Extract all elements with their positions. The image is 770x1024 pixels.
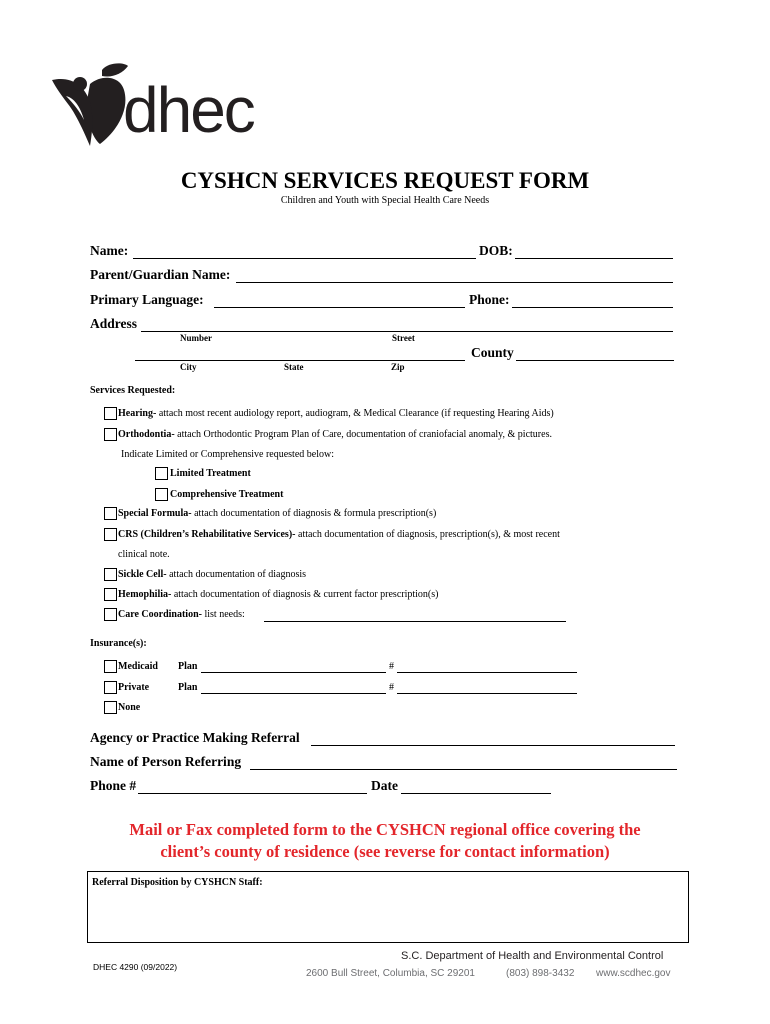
comprehensive-treatment-label: Comprehensive Treatment bbox=[170, 489, 284, 500]
form-title: CYSHCN SERVICES REQUEST FORM bbox=[180, 168, 590, 193]
guardian-label: Parent/Guardian Name: bbox=[90, 267, 231, 282]
address-label: Address bbox=[90, 316, 138, 331]
name-input[interactable] bbox=[133, 258, 476, 259]
service-crs: CRS (Children’s Rehabilitative Services)- attach documentation of diagnosis, prescription(s), & most recent bbox=[118, 529, 560, 540]
state-caption: State bbox=[284, 362, 304, 372]
department-phone: (803) 898-3432 bbox=[506, 968, 575, 979]
medicaid-plan-label: Plan bbox=[178, 661, 198, 672]
orthodontia-checkbox[interactable] bbox=[104, 428, 117, 441]
service-hemophilia: Hemophilia- attach documentation of diagnosis & current factor prescription(s) bbox=[118, 589, 439, 600]
comprehensive-treatment-checkbox[interactable] bbox=[155, 488, 168, 501]
mail-fax-notice-line2: client’s county of residence (see reverse for contact information) bbox=[160, 842, 610, 861]
referral-phone-label: Phone # bbox=[90, 778, 137, 793]
service-orthodontia: Orthodontia- attach Orthodontic Program Plan of Care, documentation of craniofacial anomaly, & pictures. bbox=[118, 429, 552, 440]
indicate-note: Indicate Limited or Comprehensive requested below: bbox=[121, 449, 334, 460]
service-sickle-cell: Sickle Cell- attach documentation of diagnosis bbox=[118, 569, 307, 580]
sickle-cell-checkbox[interactable] bbox=[104, 568, 117, 581]
services-heading: Services Requested: bbox=[90, 385, 176, 396]
department-website: www.scdhec.gov bbox=[596, 968, 671, 979]
number-caption: Number bbox=[180, 333, 212, 343]
agency-label: Agency or Practice Making Referral bbox=[90, 730, 300, 745]
phone-input[interactable] bbox=[512, 307, 673, 308]
limited-treatment-label: Limited Treatment bbox=[170, 468, 251, 479]
crs-checkbox[interactable] bbox=[104, 528, 117, 541]
medicaid-label: Medicaid bbox=[118, 661, 158, 672]
city-caption: City bbox=[180, 362, 197, 372]
private-number-input[interactable] bbox=[397, 693, 577, 694]
date-input[interactable] bbox=[401, 793, 551, 794]
street-caption: Street bbox=[392, 333, 415, 343]
county-input[interactable] bbox=[516, 360, 674, 361]
name-label: Name: bbox=[90, 243, 129, 258]
medicaid-number-label: # bbox=[389, 661, 394, 672]
language-input[interactable] bbox=[214, 307, 465, 308]
crs-continuation: clinical note. bbox=[118, 549, 170, 560]
guardian-input[interactable] bbox=[236, 282, 673, 283]
referral-disposition-box[interactable] bbox=[87, 871, 689, 943]
hearing-checkbox[interactable] bbox=[104, 407, 117, 420]
medicaid-checkbox[interactable] bbox=[104, 660, 117, 673]
none-checkbox[interactable] bbox=[104, 701, 117, 714]
agency-input[interactable] bbox=[311, 745, 675, 746]
person-label: Name of Person Referring bbox=[90, 754, 242, 769]
private-checkbox[interactable] bbox=[104, 681, 117, 694]
department-address: 2600 Bull Street, Columbia, SC 29201 bbox=[306, 968, 475, 979]
none-label: None bbox=[118, 702, 141, 713]
hemophilia-checkbox[interactable] bbox=[104, 588, 117, 601]
form-subtitle: Children and Youth with Special Health Care Needs bbox=[280, 195, 490, 206]
service-care-coordination: Care Coordination- list needs: bbox=[118, 609, 245, 620]
service-special-formula: Special Formula- attach documentation of diagnosis & formula prescription(s) bbox=[118, 508, 437, 519]
phone-label: Phone: bbox=[469, 292, 510, 307]
department-name: S.C. Department of Health and Environmental Control bbox=[401, 950, 664, 962]
zip-caption: Zip bbox=[391, 362, 405, 372]
private-plan-label: Plan bbox=[178, 682, 198, 693]
referral-disposition-label: Referral Disposition by CYSHCN Staff: bbox=[92, 877, 263, 888]
address-input[interactable] bbox=[141, 331, 673, 332]
insurance-heading: Insurance(s): bbox=[90, 638, 147, 649]
city-state-zip-input[interactable] bbox=[135, 360, 465, 361]
referral-phone-input[interactable] bbox=[138, 793, 367, 794]
private-plan-input[interactable] bbox=[201, 693, 386, 694]
mail-fax-notice-line1: Mail or Fax completed form to the CYSHCN regional office covering the bbox=[129, 820, 641, 839]
county-label: County bbox=[471, 345, 514, 360]
service-hearing: Hearing- attach most recent audiology report, audiogram, & Medical Clearance (if requesting Hearing Aids) bbox=[118, 408, 554, 419]
special-formula-checkbox[interactable] bbox=[104, 507, 117, 520]
form-code: DHEC 4290 (09/2022) bbox=[93, 962, 178, 972]
dob-input[interactable] bbox=[515, 258, 673, 259]
person-input[interactable] bbox=[250, 769, 677, 770]
dob-label: DOB: bbox=[479, 243, 513, 258]
care-needs-input[interactable] bbox=[264, 621, 566, 622]
private-label: Private bbox=[118, 682, 150, 693]
language-label: Primary Language: bbox=[90, 292, 204, 307]
dhec-logo-icon bbox=[50, 62, 130, 148]
medicaid-number-input[interactable] bbox=[397, 672, 577, 673]
date-label: Date bbox=[371, 778, 398, 793]
care-coordination-checkbox[interactable] bbox=[104, 608, 117, 621]
limited-treatment-checkbox[interactable] bbox=[155, 467, 168, 480]
medicaid-plan-input[interactable] bbox=[201, 672, 386, 673]
private-number-label: # bbox=[389, 682, 394, 693]
logo-wordmark: dhec bbox=[123, 74, 254, 146]
